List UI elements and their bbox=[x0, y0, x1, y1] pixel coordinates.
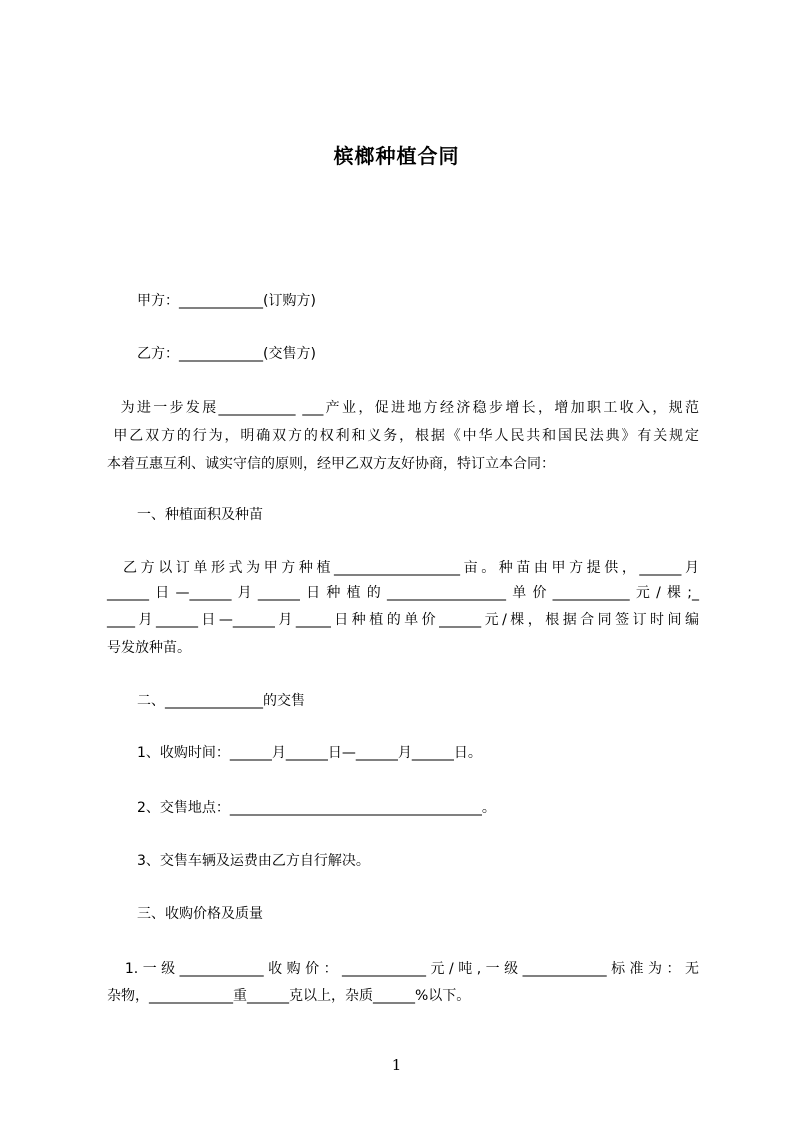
section-3-line-2: 杂物，____________重______克以上，杂质______%以下。 bbox=[107, 988, 471, 1004]
section-2-item-2: 2、交售地点：____________________________________。 bbox=[137, 800, 496, 816]
section-3-heading: 三、收购价格及质量 bbox=[137, 906, 263, 922]
document-title: 槟榔种植合同 bbox=[333, 144, 460, 168]
section-1-line-3: ____月______日—______月_____日种植的单价______元/棵，根据合同签订时间编 bbox=[107, 612, 699, 628]
preamble-line-3: 本着互惠互利、诚实守信的原则，经甲乙双方友好协商，特订立本合同： bbox=[107, 456, 555, 472]
section-1-line-4: 号发放种苗。 bbox=[107, 640, 191, 656]
section-1-line-2: ______日—______月______日种植的_________________单价___________元/棵;_ bbox=[107, 585, 699, 601]
preamble-line-1: 为进一步发展___________ ___产业，促进地方经济稳步增长，增加职工收入，规范 bbox=[107, 400, 699, 416]
section-1-line-1: 乙方以订单形式为甲方种植__________________亩。种苗由甲方提供，______月 bbox=[107, 560, 699, 576]
party-a-line: 甲方：____________(订购方) bbox=[137, 293, 316, 309]
section-2-item-3: 3、交售车辆及运费由乙方自行解决。 bbox=[137, 853, 370, 869]
preamble-line-2: 甲乙双方的行为，明确双方的权利和义务，根据《中华人民共和国民法典》有关规定 bbox=[107, 428, 699, 444]
page-number: 1 bbox=[391, 1056, 402, 1074]
section-2-item-1: 1、收购时间：______月______日—______月______日。 bbox=[137, 745, 482, 761]
party-b-line: 乙方：____________(交售方) bbox=[137, 346, 316, 362]
section-1-heading: 一、种植面积及种苗 bbox=[137, 507, 263, 523]
section-2-heading: 二、______________的交售 bbox=[137, 693, 305, 709]
section-3-line-1: 1.一级____________收购价：____________元/吨,一级____________标准为：无 bbox=[107, 961, 699, 977]
